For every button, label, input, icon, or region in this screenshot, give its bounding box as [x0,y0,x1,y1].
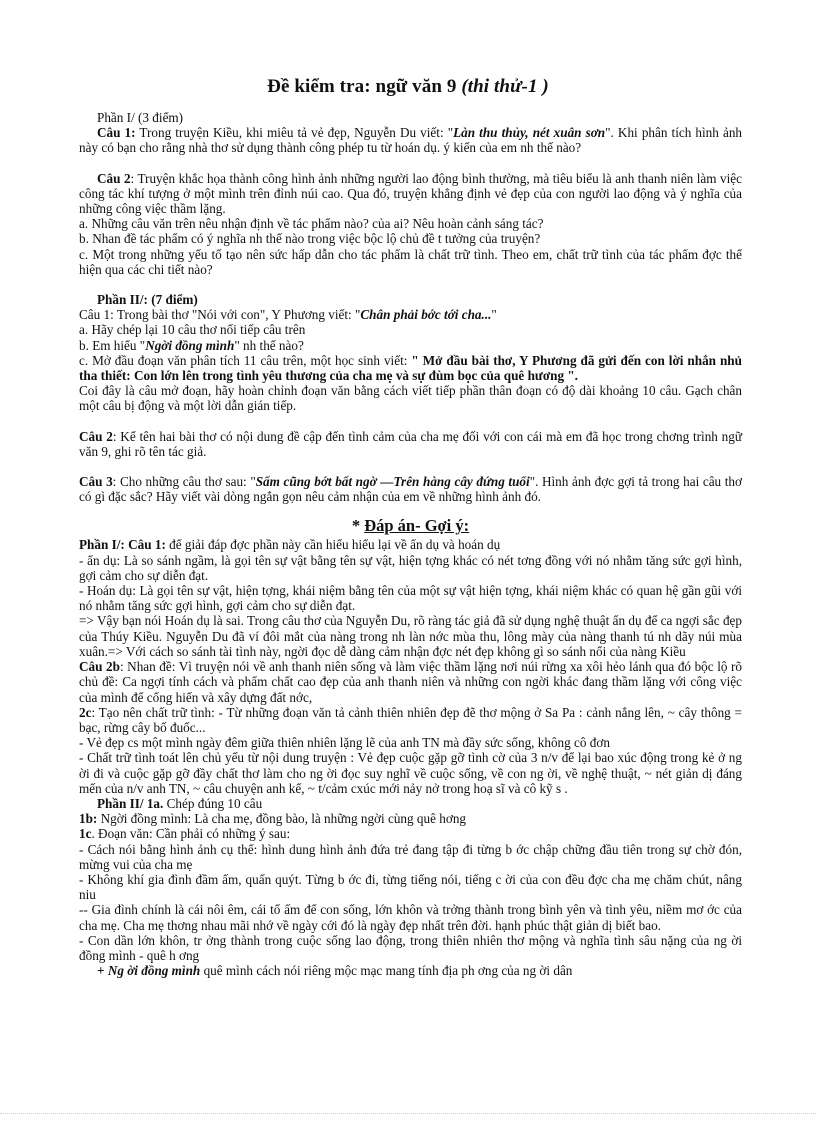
star-mark: * [351,516,361,536]
answer-text: - Cách nói bằng hình ảnh cụ thể: hình dung hình ảnh đứa trẻ đang tập đi từng b ớc chập chững đầu tiên trong sự chờ đón, mừng vui của cha mẹ [79,841,742,872]
answers-heading [79,517,742,535]
answer-text: Ngời đồng mình: Là cha mẹ, đồng bào, là những ngời cùng quê hơng [97,811,467,827]
answer-line [79,553,742,583]
part2-question-3 [79,474,742,504]
part1-question-2c: c. Một trong những yếu tố tạo nên sức hấp dẫn cho tác phẩm là chất trữ tình. Theo em, chất trữ tình của tác phẩm đợc thể hiện qua các chi tiết nào? [79,246,742,277]
question-text: ". Khi phân tích hình ảnh này có bạn cho rằng nhà thơ sử dụng thành công phép tu từ hoán dụ. ý kiến của em nh thế nào? [79,125,743,156]
question-text: ". Hình ảnh đợc gợi tả trong hai câu thơ có gì đặc sắc? Hãy viết vài dòng ngắn gọn nêu cảm nhận của em về những hình ảnh đó. [79,474,743,505]
page-title [0,76,816,98]
part2-question-1b [79,338,742,353]
answer-line [79,705,742,735]
answers-part2 [79,811,742,963]
answers-part1 [79,537,742,795]
page-bottom-rule [0,1113,816,1114]
question-text: : Kể tên hai bài thơ có nội dung đề cập đến tình cảm của cha mẹ đối với con cái mà em đã học trong chơng trình ngữ văn 9, ghi rõ tên tác giả. [79,428,743,459]
question-text: Trong truyện Kiều, khi miêu tả vẻ đẹp, Nguyễn Du viết: " [135,125,454,141]
plus-mark: + [97,963,108,979]
title-main: Đề kiểm tra: ngữ văn 9 [267,76,457,97]
quote-text: Ngời đồng mình [145,337,235,353]
answer-line [79,872,742,902]
question-text: " [491,307,497,323]
answer-lead: 1c [79,826,92,842]
answer-text: : Nhan đề: Vì truyện nói về anh thanh niên sống và làm việc thầm lặng nơi núi rừng xa xôi hẻo lánh qua đó bộc lộ rõ chủ đề: Ca ngợi tính cách và phẩm chất cao đẹp của anh thanh niên và những con ngời khác đang thầm lặng với công việc của mình để cống hiến và xây dựng đất nớc, [79,659,742,705]
answer-text: => Vậy bạn nói Hoán dụ là sai. Trong câu thơ của Nguyễn Du, rõ ràng tác giả đã sử dụng nghệ thuật ẩn dụ để ca ngợi sắc đẹp của Thúy Kiều. Nguyễn Du đã ví đôi mắt của nàng trong nh làn nớc mùa thu, lông mày của nàng thanh tú nh dãy núi mùa xuân.=> Với cách so sánh tài tình này, ngời đọc dễ dàng cảm nhận đợc nét đẹp không gì so sánh nổi của nàng Kiều [79,613,742,659]
answer-text: - Hoán dụ: Là gọi tên sự vật, hiện tợng, khái niệm bằng tên của một sự vật hiện tợng, khái niệm khác có quan hệ gần gũi với nó nhằm tăng sức gợi hình, gợi cảm cho sự diễn đạt. [79,583,742,614]
question-label: Câu 1: [79,307,114,323]
answer-line [79,842,742,872]
quote-text: Chân phải bớc tới cha... [360,307,492,323]
answer-line [79,735,742,750]
answer-last-line [79,963,742,978]
answer-text: . Đoạn văn: Cần phải có những ý sau: [91,826,291,842]
part2-question-1 [79,307,742,322]
question-label: Câu 1: [97,125,136,141]
answer-text: - Không khí gia đình đầm ấm, quấn quýt. Từng b ớc đi, từng tiếng nói, tiếng c ời của con đều đợc cha mẹ chăm chút, nâng niu [79,871,742,903]
answer-text: - ẩn dụ: Là so sánh ngầm, là gọi tên sự vật bằng tên sự vật, hiện tợng khác có nét tơng đồng với nó nhằm tăng sức gợi hình, gợi cảm cho sự diễn đạt. [79,552,742,583]
part2-question-2 [79,429,742,459]
question-label: Câu 2 [79,428,113,444]
answers-part2-heading [79,796,742,811]
answer-line [79,659,742,705]
part2-question-1c-task: Coi đây là câu mở đoạn, hãy hoàn chỉnh đoạn văn bằng cách viết tiếp phần thân đoạn có độ dài khoảng 10 câu. Gạch chân một câu bị động và một lời dẫn gián tiếp. [79,383,742,414]
answers-title: Đáp án- Gợi ý: [364,516,470,536]
title-subtitle: (thi thử-1 ) [461,76,549,97]
quote-text: " Mở đầu bài thơ, Y Phương đã gửi đến con lời nhắn nhủ tha thiết: Con lớn lên trong tình yêu thương của cha mẹ và sự đùm bọc của quê hương ". [79,352,742,384]
question-text: : Truyện khắc họa thành công hình ảnh những người lao động bình thường, mà tiêu biểu là anh thanh niên làm việc công tác khí tượng ở một mình trên đỉnh núi cao. Qua đó, truyện khẳng định vẻ đẹp của con người lao động và ý nghĩa của những công việc thầm lặng. [79,170,743,217]
answer-text: quê mình cách nói riêng mộc mạc mang tính địa ph ơng của ng ời dân [200,963,573,979]
answer-line [79,933,742,963]
part1-question-2a: a. Những câu văn trên nêu nhận định về tác phẩm nào? của ai? Nêu hoàn cảnh sáng tác? [79,216,544,232]
answer-text: Chép đúng 10 câu [163,795,263,811]
part1-question-2b: b. Nhan đề tác phẩm có ý nghĩa nh thế nào trong việc bộc lộ chủ đề t tưởng của truyện? [79,231,541,247]
document-body [79,110,742,978]
quote-text: Làn thu thủy, nét xuân sơn [453,125,606,141]
part2-heading: Phần II/: (7 điểm) [97,292,198,308]
answer-lead: 1b: [79,811,98,827]
answer-text: - Con dần lớn khôn, tr ởng thành trong cuộc sống lao động, trong thiên nhiên thơ mộng và nghĩa tình sâu nặng của ng ời đồng mình - quê h ơng [79,932,742,963]
answer-line [79,613,742,659]
part2-question-1c [79,353,742,383]
answer-lead: 2c [79,704,92,720]
quote-text: Ng ời đồng mình [107,963,201,979]
part1-heading: Phần I/ (3 điểm) [97,110,184,125]
question-text: Trong bài thơ "Nói với con", Y Phương viết: " [113,307,361,323]
answer-text: : Tạo nên chất trữ tình: - Từ những đoạn văn tả cảnh thiên nhiên đẹp đẽ thơ mộng ở Sa Pa : cảnh nắng lên, ~ cây thông = bạc, rừng cây bố đuốc... [79,704,742,735]
question-text: b. Em hiểu " [79,337,146,353]
answer-line [79,902,742,932]
answer-line [79,826,742,841]
part2-question-1a: a. Hãy chép lại 10 câu thơ nối tiếp câu trên [79,322,306,338]
answer-text: - Chất trữ tình toát lên chủ yếu từ nội dung truyện : Vẻ đẹp cuộc gặp gỡ tình cờ của 3 n/v để lại bao xúc động trong kẻ ở ng ời đi và cuộc gặp gỡ đầy chất thơ làm cho ng ời đọc suy nghĩ về cuộc sống, về con ng ời, về nghệ thuật, ~ nét giản dị đáng mến của n/v anh TN, ~ câu chuyện anh kể, ~ t/cảm cxúc mới nảy nở trong hoạ sĩ và cô kỹ s . [79,750,742,796]
answer-lead: Phần I/: Câu 1: [79,537,166,553]
answer-line [79,583,742,613]
question-label: Câu 3 [79,474,113,490]
answer-line [79,750,742,796]
answer-text: để giải đáp đợc phần này cần hiểu hiểu lại về ẩn dụ và hoán dụ [165,537,501,553]
answer-lead: Phần II/ 1a. [97,795,164,811]
answer-lead: Câu 2b [79,659,120,675]
answer-line [79,537,742,552]
answer-text: -- Gia đình chính là cái nôi êm, cái tổ ấm để con sống, lớn khôn và trởng thành trong bình yên và tình yêu, niềm mơ ớc của cha mẹ. Cha mẹ thơng nhau mãi nhớ về ngày cới đó là ngày đẹp nhất trên đời. hạnh phúc thật giản dị biết bao. [79,902,742,933]
part1-question-1 [79,125,742,155]
question-text: c. Mở đầu đoạn văn phân tích 11 câu trên, một học sinh viết: [79,352,412,368]
answer-line [79,811,742,826]
question-label: Câu 2 [97,170,131,186]
question-text: : Cho những câu thơ sau: " [112,474,256,490]
part1-question-2 [79,171,742,217]
question-text: " nh thế nào? [234,337,304,353]
answer-text: - Vẻ đẹp cs một mình ngày đêm giữa thiên nhiên lặng lẽ của anh TN mà đầy sức sống, không cô đơn [79,735,610,751]
quote-text: Sấm cũng bớt bất ngờ —Trên hàng cây đứng tuổi [255,474,530,490]
